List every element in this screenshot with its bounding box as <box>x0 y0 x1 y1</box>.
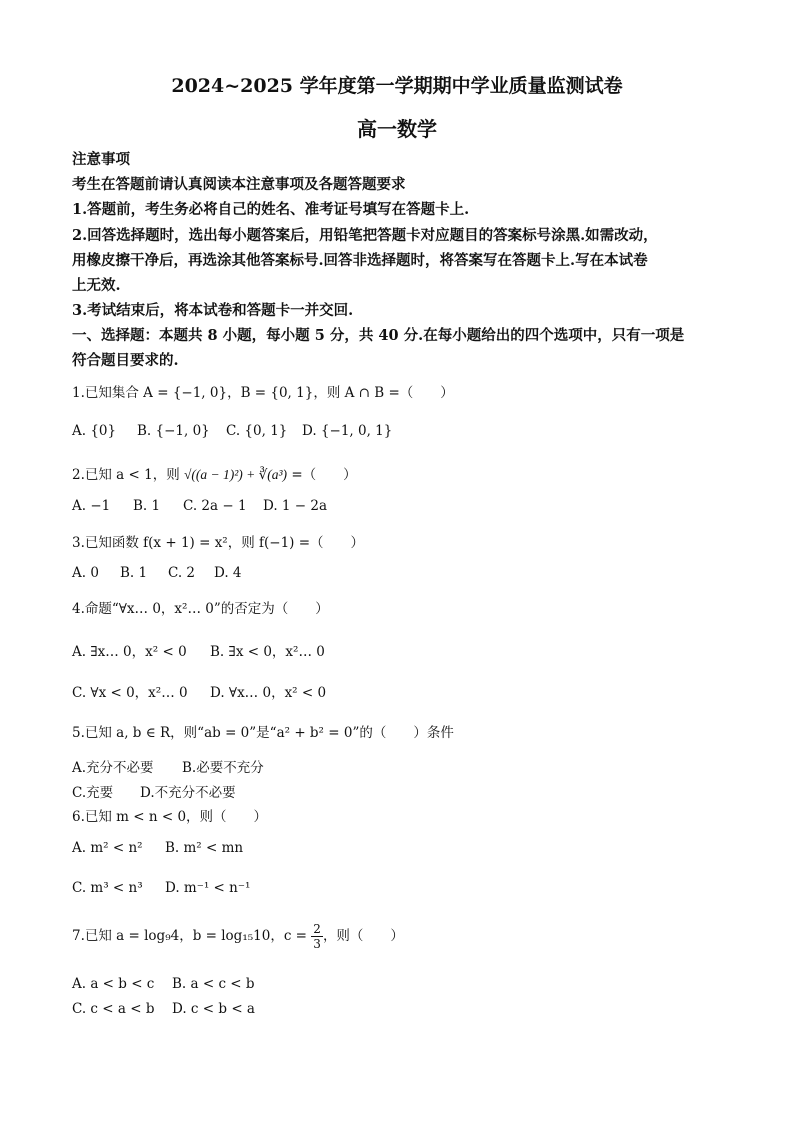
question-7-fraction-denominator: 3 <box>313 937 321 951</box>
question-1-stem: 1.已知集合 A = {−1, 0}，B = {0, 1}，则 A ∩ B =（ ） <box>72 385 454 401</box>
question-4-option-b: B. ∃x < 0，x²… 0 <box>210 644 325 660</box>
question-3-option-d: D. 4 <box>214 565 242 581</box>
question-7-option-b: B. a < c < b <box>172 976 255 992</box>
section-1-heading-line-2: 符合题目要求的. <box>72 352 179 369</box>
question-5-option-d: D.不充分不必要 <box>140 785 236 801</box>
question-7-fraction <box>311 922 323 951</box>
question-1-option-b: B. {−1, 0} <box>137 423 210 439</box>
question-7-stem-prefix: 7.已知 a = log₉4，b = log₁₅10，c = <box>72 928 312 944</box>
question-2-option-d: D. 1 − 2a <box>263 498 328 514</box>
question-6-option-b: B. m² < mn <box>165 840 244 856</box>
question-5-option-c: C.充要 <box>72 785 114 801</box>
question-5-option-a: A.充分不必要 <box>72 760 154 776</box>
question-7-option-a: A. a < b < c <box>72 976 155 992</box>
question-4-stem: 4.命题“∀x… 0，x²… 0”的否定为（ ） <box>72 601 329 617</box>
question-2-stem-suffix: =（ ） <box>287 467 357 483</box>
question-7-option-d: D. c < b < a <box>172 1001 255 1017</box>
notice-item-2-line-3: 上无效. <box>72 277 121 294</box>
question-6-option-c: C. m³ < n³ <box>72 880 143 896</box>
question-1-option-a: A. {0} <box>72 423 117 439</box>
question-2-option-a: A. −1 <box>72 498 111 514</box>
notice-item-3: 3.考试结束后，将本试卷和答题卡一并交回. <box>72 302 354 319</box>
notice-heading: 注意事项 <box>72 151 130 168</box>
question-6-option-d: D. m⁻¹ < n⁻¹ <box>165 880 251 896</box>
question-3-option-b: B. 1 <box>120 565 148 581</box>
question-2-radical-expression: √((a − 1)²) + ∛(a³) <box>184 467 288 482</box>
notice-item-2-line-1: 2.回答选择题时，选出每小题答案后，用铅笔把答题卡对应题目的答案标号涂黑.如需改动， <box>72 227 658 244</box>
question-5-stem: 5.已知 a, b ∈ R，则“ab = 0”是“a² + b² = 0”的（ ）条件 <box>72 725 454 741</box>
question-2-stem <box>72 463 357 483</box>
notice-intro: 考生在答题前请认真阅读本注意事项及各题答题要求 <box>72 176 406 193</box>
section-1-heading-line-1: 一、选择题：本题共 8 小题，每小题 5 分，共 40 分.在每小题给出的四个选项中，只有一项是 <box>72 327 685 344</box>
question-2-option-c: C. 2a − 1 <box>183 498 247 514</box>
question-4-option-c: C. ∀x < 0，x²… 0 <box>72 685 188 701</box>
question-3-stem: 3.已知函数 f(x + 1) = x²，则 f(−1) =（ ） <box>72 535 365 551</box>
notice-item-2-line-2: 用橡皮擦干净后，再选涂其他答案标号.回答非选择题时，将答案写在答题卡上.写在本试卷 <box>72 252 648 269</box>
question-1-option-c: C. {0, 1} <box>226 423 288 439</box>
question-1-option-d: D. {−1, 0, 1} <box>302 423 393 439</box>
notice-item-1: 1.答题前，考生务必将自己的姓名、准考证号填写在答题卡上. <box>72 201 470 218</box>
question-7-fraction-numerator: 2 <box>313 922 321 936</box>
question-7-stem <box>72 922 404 951</box>
question-2-option-b: B. 1 <box>133 498 161 514</box>
question-5-option-b: B.必要不充分 <box>182 760 264 776</box>
exam-title: 2024~2025 学年度第一学期期中学业质量监测试卷 <box>171 75 623 97</box>
exam-subject: 高一数学 <box>357 117 437 141</box>
question-6-stem: 6.已知 m < n < 0，则（ ） <box>72 809 268 825</box>
question-4-option-a: A. ∃x… 0，x² < 0 <box>72 644 187 660</box>
question-7-stem-suffix: ，则（ ） <box>322 928 404 944</box>
question-2-stem-prefix: 2.已知 a < 1，则 <box>72 467 184 483</box>
question-3-option-c: C. 2 <box>168 565 196 581</box>
question-3-option-a: A. 0 <box>72 565 99 581</box>
question-4-option-d: D. ∀x… 0，x² < 0 <box>210 685 327 701</box>
question-7-option-c: C. c < a < b <box>72 1001 155 1017</box>
question-6-option-a: A. m² < n² <box>72 840 143 856</box>
